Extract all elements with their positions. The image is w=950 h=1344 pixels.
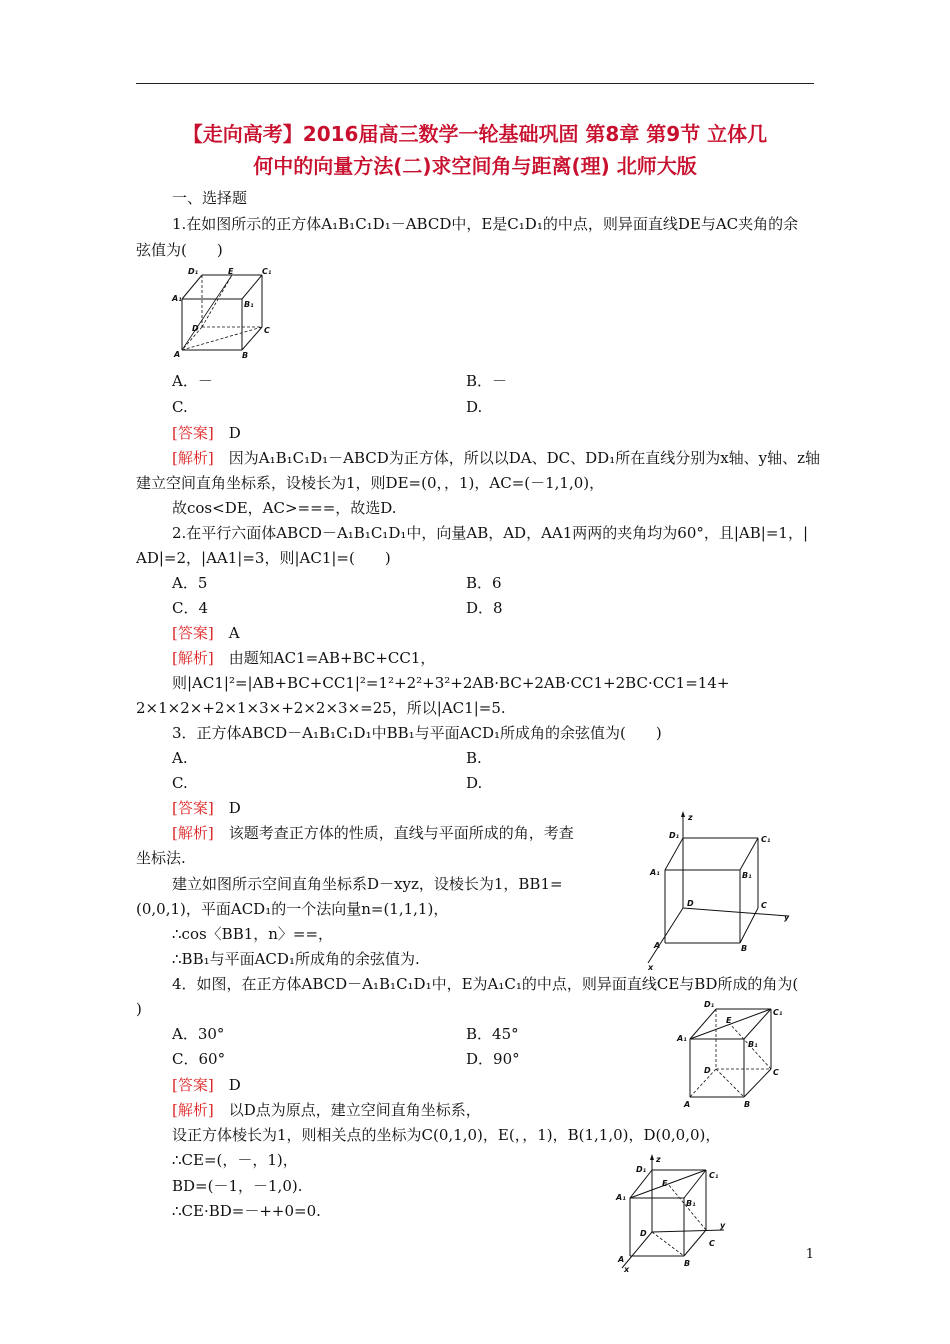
label-E: E [662,1179,668,1188]
q1-option-a: A．－ [172,372,213,390]
label-B1: B₁ [748,1040,758,1049]
label-D1: D₁ [669,831,680,840]
title-line-1: 【走向高考】2016届高三数学一轮基础巩固 第8章 第9节 立体几 [182,122,768,146]
q4-option-a: A．30° [172,1025,225,1043]
q4-analysis-3: ∴CE=(，－，1)， [172,1151,298,1169]
page-number: 1 [805,1247,814,1262]
label-C1: C₁ [761,835,771,844]
q3-line1: 3．正方体ABCD－A₁B₁C₁D₁中BB₁与平面ACD₁所成角的余弦值为( ) [172,724,662,742]
q2-option-d: D．8 [466,599,503,617]
q1-analysis-1: [解析] 因为A₁B₁C₁D₁－ABCD为正方体，所以以DA、DC、DD₁所在直线分别为x轴、y轴、z轴 [172,449,821,467]
label-C1: C₁ [773,1008,783,1017]
q2-analysis-3: 2×1×2×+2×1×3×+2×2×3×=25，所以|AC1|=5. [136,699,506,717]
q3-analysis-4: (0,0,1)，平面ACD₁的一个法向量n=(1,1,1)， [136,900,449,918]
label-D1: D₁ [188,267,199,276]
label-C: C [773,1068,779,1077]
label-E: E [228,267,234,276]
q4-analysis-5: ∴CE·BD=－++0=0. [172,1202,321,1220]
q2-line1: 2.在平行六面体ABCD－A₁B₁C₁D₁中，向量AB，AD，AA1两两的夹角均为60°，且|AB|=1，| [172,524,809,542]
label-B1: B₁ [742,871,752,880]
axis-z: z [688,813,693,822]
q1-option-b: B．－ [466,372,508,390]
label-C: C [709,1239,715,1248]
q3-option-b: B. [466,749,482,767]
q4-analysis-2: 设正方体棱长为1，则相关点的坐标为C(0,1,0)，E(，，1)，B(1,1,0)，D(0,0,0)， [172,1126,721,1144]
q1-line2: 弦值为( ) [136,241,223,259]
label-A1: A₁ [616,1193,626,1202]
label-C: C [761,901,767,910]
q3-option-c: C. [172,774,188,792]
axis-x: x [648,963,654,972]
q4-line1: 4．如图，在正方体ABCD－A₁B₁C₁D₁中，E为A₁C₁的中点，则异面直线CE与BD所成的角为( [172,975,799,993]
label-C: C [264,326,270,335]
q2-analysis-2: 则|AC1|²=|AB+BC+CC1|²=1²+2²+3²+2AB·BC+2AB·CC1+2BC·CC1=14+ [172,674,730,692]
label-B: B [684,1259,691,1268]
label-D: D [640,1229,647,1238]
q3-option-a: A. [172,749,188,767]
q3-analysis-6: ∴BB₁与平面ACD₁所成角的余弦值为. [172,950,420,968]
label-E: E [726,1016,732,1025]
q4-coordinate-cube-figure [612,1152,732,1274]
q2-answer: [答案] A [172,624,240,642]
section-heading: 一、选择题 [172,189,248,207]
q2-option-a: A．5 [172,574,208,592]
label-B: B [242,351,249,360]
document-title [136,118,814,182]
q1-answer: [答案] D [172,424,241,442]
q2-analysis-1: [解析] 由题知AC1=AB+BC+CC1， [172,649,436,667]
q3-analysis-5: ∴cos〈BB1，n〉==， [172,925,334,943]
q3-option-d: D. [466,774,483,792]
q4-analysis-1: [解析] 以D点为原点，建立空间直角坐标系， [172,1101,481,1119]
q4-option-d: D．90° [466,1050,520,1068]
q3-analysis-3: 建立如图所示空间直角坐标系D－xyz，设棱长为1，BB1= [172,875,563,893]
q3-coordinate-cube-figure [640,808,800,973]
q4-answer: [答案] D [172,1076,241,1094]
label-D1: D₁ [636,1165,647,1174]
label-B1: B₁ [686,1199,696,1208]
label-A1: A₁ [677,1034,687,1043]
q2-line2: AD|=2，|AA1|=3，则|AC1|=( ) [136,549,391,567]
q2-option-b: B．6 [466,574,502,592]
label-A: A [654,941,661,950]
title-line-2: 何中的向量方法(二)求空间角与距离(理) 北师大版 [253,154,697,178]
q4-cube-figure [676,997,786,1109]
label-A: A [174,350,181,359]
label-D: D [687,899,694,908]
label-B1: B₁ [244,300,254,309]
label-A1: A₁ [172,294,182,303]
axis-y: y [720,1221,726,1230]
q3-analysis-1: [解析] 该题考查正方体的性质，直线与平面所成的角，考查 [172,824,574,842]
q4-analysis-4: BD=(－1，－1,0). [172,1177,303,1195]
q1-analysis-2: 建立空间直角坐标系，设棱长为1，则DE=(0，，1)，AC=(－1,1,0)， [136,474,605,492]
label-C1: C₁ [262,267,272,276]
q1-option-c: C. [172,398,188,416]
q1-cube-figure [170,265,275,360]
q3-answer: [答案] D [172,799,241,817]
label-A: A [618,1255,625,1264]
label-D1: D₁ [704,1000,715,1009]
label-D: D [192,324,199,333]
q1-analysis-3: 故cos<DE，AC>===，故选D. [172,499,397,517]
q2-option-c: C．4 [172,599,209,617]
label-B: B [741,944,748,953]
q4-option-c: C．60° [172,1050,226,1068]
q4-option-b: B．45° [466,1025,519,1043]
q1-option-d: D. [466,398,483,416]
label-A1: A₁ [650,868,660,877]
axis-z: z [656,1155,661,1164]
axis-y: y [784,913,790,922]
label-C1: C₁ [709,1171,719,1180]
header-rule [136,83,814,84]
label-A: A [684,1100,691,1109]
q1-line1: 1.在如图所示的正方体A₁B₁C₁D₁－ABCD中，E是C₁D₁的中点，则异面直线DE与AC夹角的余 [172,215,799,233]
q4-line2: ) [136,1000,142,1018]
label-B: B [744,1100,751,1109]
q3-analysis-2: 坐标法. [136,849,186,867]
axis-x: x [624,1265,630,1274]
label-D: D [704,1066,711,1075]
